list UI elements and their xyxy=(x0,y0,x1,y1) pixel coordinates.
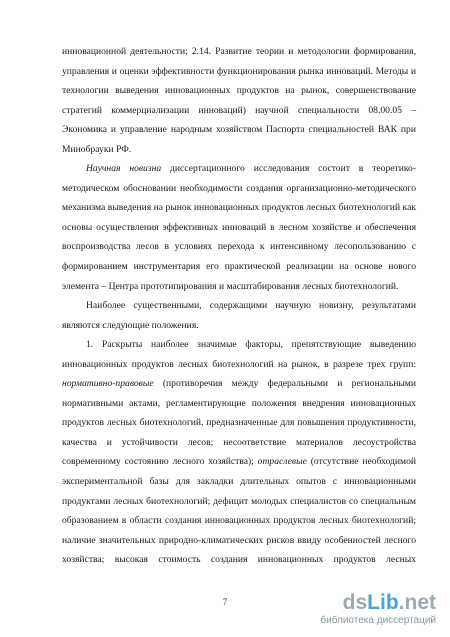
page-number: 7 xyxy=(222,597,228,607)
italic-text-run: отраслевые xyxy=(257,456,307,468)
paragraph xyxy=(62,42,416,159)
watermark-wordmark xyxy=(343,591,436,615)
paragraph xyxy=(62,296,416,335)
page-body xyxy=(62,42,416,570)
text-run: инновационной деятельности; 2.14. Развитие теории и методологии формирования, управления и оценки эффективности функционирования рынка инноваций. Методы и технологии выведения инновационных продуктов на рынок, совершенствование стратегий коммерциализации инноваций) научной специальности 08.00.05 – Экономика и управление народным хозяйством Паспорта специальностей ВАК при Минобрауки РФ. xyxy=(62,46,416,155)
italic-text-run: нормативно-правовые xyxy=(62,378,154,390)
text-run: (противоречия между федеральными и региональными нормативными актами, регламентирующие положения внедрения инновационных продуктов лесных биотехнологий, предназначенные для повышения продуктивности, качества и устойчивости лесов; несоответствие материалов лесоустройства современному состоянию лесного хозяйства); xyxy=(62,378,416,468)
text-run: диссертационного исследования состоит в теоретико-методическом обосновании необходимости создания организационно-методического механизма выведения на рынок инновационных продуктов лесных биотехнологий как основы осуществления эффективных инноваций в лесном хозяйстве и обеспечения воспроизводства лесов в условиях перехода к интенсивному лесопользованию с формированием инструментария его практической реализации на основе нового элемента – Центра прототипирования и масштабирования лесных биотехнологий. xyxy=(62,163,416,292)
watermark-logo-net: .net xyxy=(398,591,436,614)
watermark-logo-lib: Lib xyxy=(367,591,399,614)
watermark-caption: библиотека диссертаций xyxy=(320,615,436,626)
watermark-logo[interactable] xyxy=(306,591,436,631)
text-run: (отсутствие необходимой экспериментальной базы для закладки длительных опытов с инновационными продуктами лесных биотехнологий; дефицит молодых специалистов со специальным образованием в области создания инновационных продуктов лесных биотехнологий; наличие значительных природно-климатических рисков ввиду особенностей лесного хозяйства; высокая стоимость создания инновационных продуктов лесных xyxy=(62,456,416,566)
italic-text-run: Научная новизна xyxy=(86,163,162,175)
text-run: Наиболее существенными, содержащими научную новизну, результатами являются следующие положения. xyxy=(62,300,416,331)
paragraph xyxy=(62,159,416,296)
text-run: 1. Раскрыты наиболее значимые факторы, препятствующие выведению инновационных продуктов лесных биотехнологий на рынок, в разрезе трех групп: xyxy=(62,339,416,370)
paragraph xyxy=(62,335,416,570)
watermark-logo-ds: ds xyxy=(342,591,368,614)
